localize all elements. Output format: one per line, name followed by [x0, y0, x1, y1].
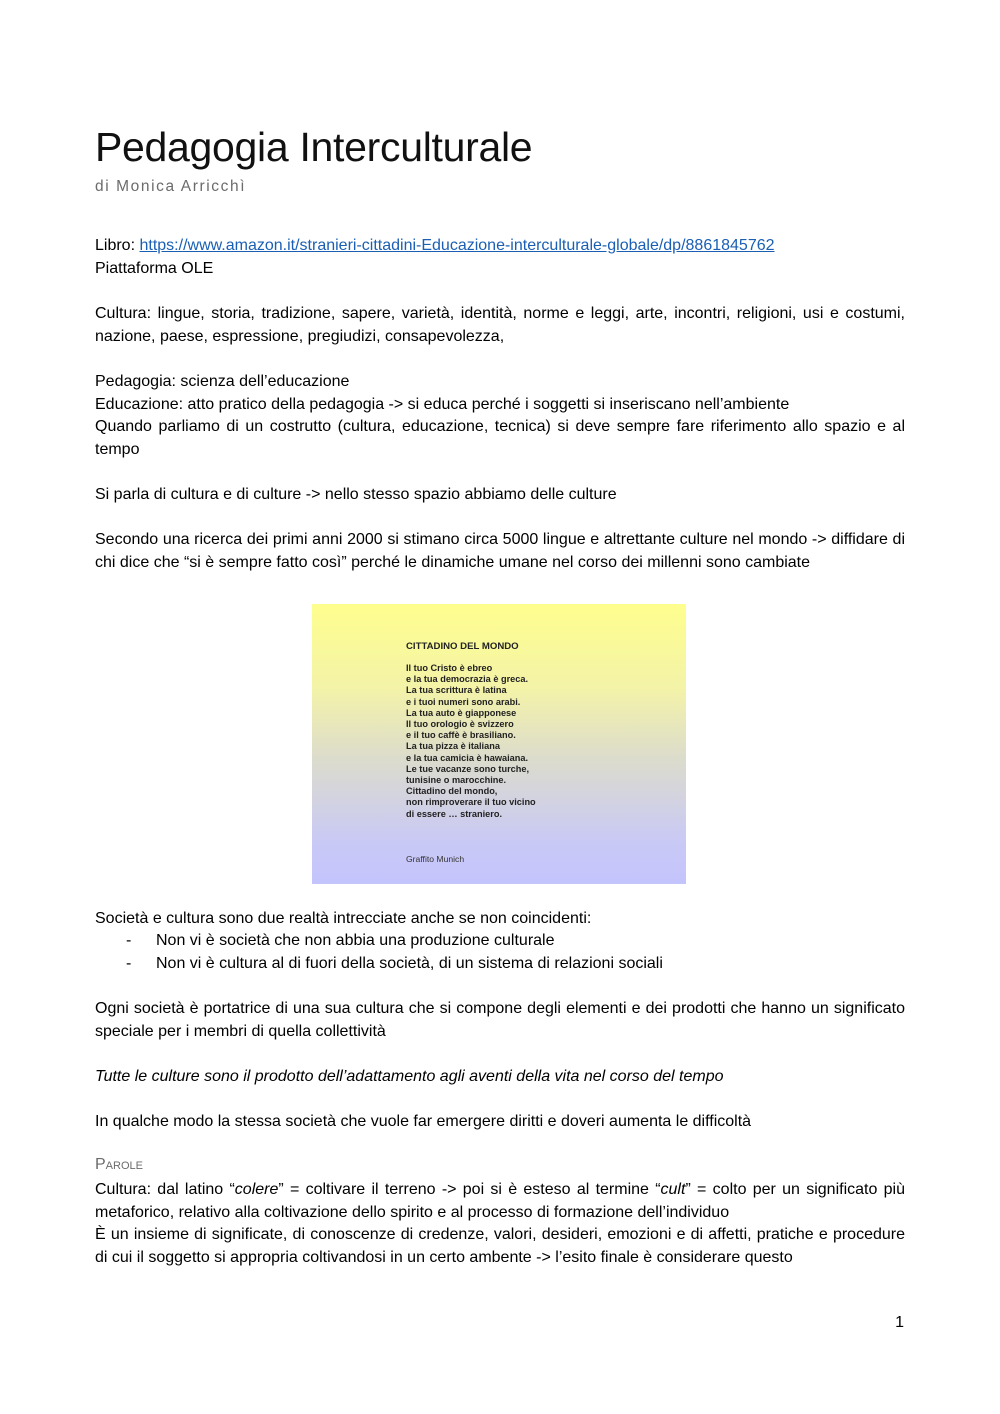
poem-line: La tua scrittura è latina — [406, 685, 507, 696]
poem-line: Cittadino del mondo, — [406, 786, 498, 797]
cultura-latino-paragraph: Cultura: dal latino “colere” = coltivare il terreno -> poi si è esteso al termine “cult” = colto per un significato più metaforico, relativo alla coltivazione dello spirito e al processo di formazione dell’individuo — [95, 1181, 906, 1221]
poem-line: Le tue vacanze sono turche, — [406, 763, 530, 774]
book-label: Libro: — [95, 237, 136, 254]
author-subtitle: di Monica Arricchì — [95, 178, 247, 195]
document-title: Pedagogia Interculturale — [95, 124, 533, 170]
page-number: 1 — [895, 1314, 904, 1331]
poem-line: La tua auto è giapponese — [406, 707, 517, 718]
insieme-paragraph: È un insieme di significate, di conoscenze di credenze, valori, desideri, emozioni e di affetti, pratiche e procedure di cui il soggetto si appropria coltivandosi in un certo ambente -> l’esito finale è considerare questo — [95, 1226, 905, 1266]
poem-line: di essere … straniero. — [406, 808, 503, 819]
book-link[interactable]: https://www.amazon.it/stranieri-cittadini-Educazione-interculturale-globale/dp/8861845762 — [139, 237, 775, 254]
culture-spazio-line: Si parla di cultura e di culture -> nello stesso spazio abbiamo delle culture — [95, 486, 617, 503]
poem-line: e i tuoi numeri sono arabi. — [406, 696, 521, 707]
poem-line: Il tuo orologio è svizzero — [406, 719, 514, 730]
ogni-societa-paragraph: Ogni società è portatrice di una sua cultura che si compone degli elementi e dei prodotti che hanno un significato speciale per i membri di quella collettività — [95, 1000, 905, 1040]
poem-line: Il tuo Cristo è ebreo — [406, 663, 493, 673]
colere-word: colere — [234, 1181, 279, 1198]
poem-title: CITTADINO DEL MONDO — [406, 641, 519, 652]
platform-line: Piattaforma OLE — [95, 260, 214, 277]
poem-signature: Graffito Munich — [406, 854, 465, 864]
poem-line: e la tua democrazia è greca. — [406, 674, 529, 685]
parole-heading: Parole — [95, 1156, 143, 1173]
poem-line: e il tuo caffè è brasiliano. — [406, 730, 516, 741]
cittadino-del-mondo-image — [312, 604, 686, 884]
poem-lines — [406, 663, 536, 820]
list-item: - Non vi è società che non abbia una produzione culturale — [126, 932, 555, 949]
cult-word: cult — [660, 1181, 686, 1198]
societa-list — [95, 930, 905, 975]
costrutto-paragraph: Quando parliamo di un costrutto (cultura, educazione, tecnica) si deve sempre fare riferimento allo spazio e al tempo — [95, 418, 905, 458]
ricerca-paragraph: Secondo una ricerca dei primi anni 2000 si stimano circa 5000 lingue e altrettante culture nel mondo -> diffidare di chi dice che “si è sempre fatto così” perché le dinamiche umane nel corso dei millenni sono cambiate — [95, 531, 905, 571]
poem-line: tunisine o marocchine. — [406, 775, 507, 786]
societa-intro: Società e cultura sono due realtà intrecciate anche se non coincidenti: — [95, 910, 592, 927]
poem-line: La tua pizza è italiana — [406, 741, 500, 752]
poem-line: non rimproverare il tuo vicino — [406, 797, 536, 808]
tutte-culture-line: Tutte le culture sono il prodotto dell’adattamento agli aventi della vita nel corso del tempo — [95, 1068, 724, 1085]
stessa-societa-line: In qualche modo la stessa società che vuole far emergere diritti e doveri aumenta le difficoltà — [95, 1113, 752, 1130]
list-item: - Non vi è cultura al di fuori della società, di un sistema di relazioni sociali — [126, 954, 663, 972]
cultura-paragraph: Cultura: lingue, storia, tradizione, sapere, varietà, identità, norme e leggi, arte, incontri, religioni, usi e costumi, nazione, paese, espressione, pregiudizi, consapevolezza, — [95, 305, 905, 345]
book-line — [95, 235, 905, 258]
pedagogia-line: Pedagogia: scienza dell’educazione — [95, 373, 350, 390]
poem-line: e la tua camicia è hawaiana. — [406, 752, 529, 763]
educazione-line: Educazione: atto pratico della pedagogia -> si educa perché i soggetti si inseriscano nell’ambiente — [95, 396, 790, 413]
